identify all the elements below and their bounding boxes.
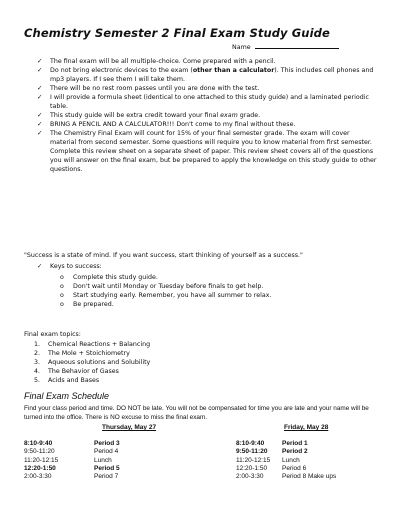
checkmark-icon: ✓ [37, 57, 43, 65]
topic-item [34, 358, 150, 367]
topic-text: Chemical Reactions + Balancing [48, 341, 151, 348]
topic-item [34, 376, 150, 385]
period-label: Lunch [282, 456, 300, 464]
day-heading-friday: Friday, May 28 [284, 424, 329, 431]
time-slot: 9:50-11:20 [236, 448, 268, 456]
checklist-item [37, 111, 377, 120]
period-label: Period 1 [282, 440, 308, 447]
keys-to-success-list [60, 273, 271, 309]
time-slot: 8:10-9:40 [236, 440, 265, 447]
topic-number: 2. [34, 350, 41, 357]
period-label: Lunch [94, 456, 112, 464]
list-item [60, 282, 271, 291]
circle-bullet-icon: o [60, 301, 64, 308]
name-blank-line [255, 42, 339, 49]
checklist-italic-text: exam [220, 112, 238, 119]
document-title: Chemistry Semester 2 Final Exam Study Guide [24, 26, 330, 40]
list-item [60, 291, 271, 300]
time-slot: 2:00-3:30 [24, 473, 52, 481]
checklist-item [37, 93, 377, 111]
checklist-text: The final exam will be all multiple-choice. Come prepared with a pencil. [50, 58, 276, 65]
topic-text: The Behavior of Gases [48, 368, 119, 375]
checkmark-icon: ✓ [37, 66, 43, 74]
checklist-text: I will provide a formula sheet (identical to one attached to this study guide) and a laminated periodic table. [50, 94, 369, 110]
success-quote: "Success is a state of mind. If you want success, start thinking of yourself as a success." [24, 252, 303, 259]
checklist-text: This study guide will be extra credit toward your final [50, 112, 221, 119]
schedule-title: Final Exam Schedule [24, 391, 110, 401]
circle-bullet-icon: o [60, 292, 64, 299]
topic-text: Acids and Bases [48, 377, 100, 384]
circle-bullet-icon: o [60, 274, 64, 281]
time-slot: 8:10-9:40 [24, 440, 53, 447]
list-item-text: Be prepared. [73, 301, 114, 308]
checkmark-icon: ✓ [37, 84, 43, 92]
period-label: Period 2 [282, 448, 308, 456]
checklist-item [37, 57, 377, 66]
checkmark-icon: ✓ [37, 111, 43, 119]
list-item-text: Start studying early. Remember, you have all summer to relax. [73, 292, 272, 299]
checkmark-icon: ✓ [37, 93, 43, 101]
time-slot: 9:50-11:20 [24, 448, 55, 456]
topic-text: Aqueous solutions and Solubility [48, 359, 151, 366]
topic-number: 1. [34, 341, 41, 348]
checklist-item [37, 66, 377, 84]
keys-heading-text: Keys to success: [50, 263, 102, 270]
period-label: Period 6 [282, 464, 307, 472]
list-item-text: Don't wait until Monday or Tuesday before finals to get help. [73, 283, 264, 290]
time-slot: 2:00-3:30 [236, 473, 264, 481]
topic-item [34, 340, 150, 349]
topic-text: The Mole + Stoichiometry [48, 350, 130, 357]
name-label: Name [232, 44, 251, 51]
name-field [232, 42, 339, 52]
circle-bullet-icon: o [60, 283, 64, 290]
checklist-item [37, 84, 377, 93]
exam-rules-checklist [37, 57, 377, 174]
time-slot: 12:20-1:50 [24, 464, 56, 472]
list-item [60, 273, 271, 282]
list-item-text: Complete this study guide. [73, 274, 158, 281]
keys-heading [37, 262, 102, 271]
topic-item [34, 349, 150, 358]
topics-heading: Final exam topics: [24, 331, 81, 338]
checklist-bold-text: other than a calculator [192, 67, 275, 74]
day-heading-thursday: Thursday, May 27 [102, 424, 157, 431]
list-item [60, 300, 271, 309]
checklist-text: Do not bring electronic devices to the exam ( [50, 67, 193, 74]
checklist-text: There will be no rest room passes until you are done with the test. [50, 85, 260, 92]
time-slot: 12:20-1:50 [236, 464, 268, 472]
period-label: Period 7 [94, 473, 119, 481]
time-slot: 11:20-12:15 [236, 456, 271, 464]
checklist-text: ). This includes cell phones and mp3 players. If I see them I will take them. [50, 67, 374, 83]
time-slot: 11:20-12:15 [24, 456, 59, 464]
checkmark-icon: ✓ [37, 129, 43, 137]
period-label: Period 3 [94, 440, 120, 447]
topic-number: 3. [34, 359, 41, 366]
topic-number: 5. [34, 377, 41, 384]
schedule-intro: Find your class period and time. DO NOT be late. You will not be compensated for time you are late and your name will be turned into the office. There is NO excuse to miss the final exam. [24, 405, 369, 421]
topic-number: 4. [34, 368, 41, 375]
checklist-item [37, 120, 377, 129]
checklist-text: grade. [237, 112, 261, 119]
checklist-text: The Chemistry Final Exam will count for 15% of your final semester grade. The exam will cover material from second semester. Some questions will require you to know material from first semester. Complete this review sheet on a separate sheet of paper. This review sheet covers all of the questions you will answer on the final exam, but be prepared to apply the knowledge on this study guide to other questions. [50, 130, 377, 173]
period-label: Period 8 Make ups [282, 473, 337, 481]
period-label: Period 5 [94, 464, 120, 472]
period-label: Period 4 [94, 448, 119, 456]
checklist-text: BRING A PENCIL AND A CALCULATOR!!! Don't come to my final without these. [50, 121, 296, 128]
checkmark-icon: ✓ [37, 263, 43, 270]
checklist-item [37, 129, 377, 174]
checkmark-icon: ✓ [37, 120, 43, 128]
exam-topics-list [34, 340, 150, 385]
topic-item [34, 367, 150, 376]
